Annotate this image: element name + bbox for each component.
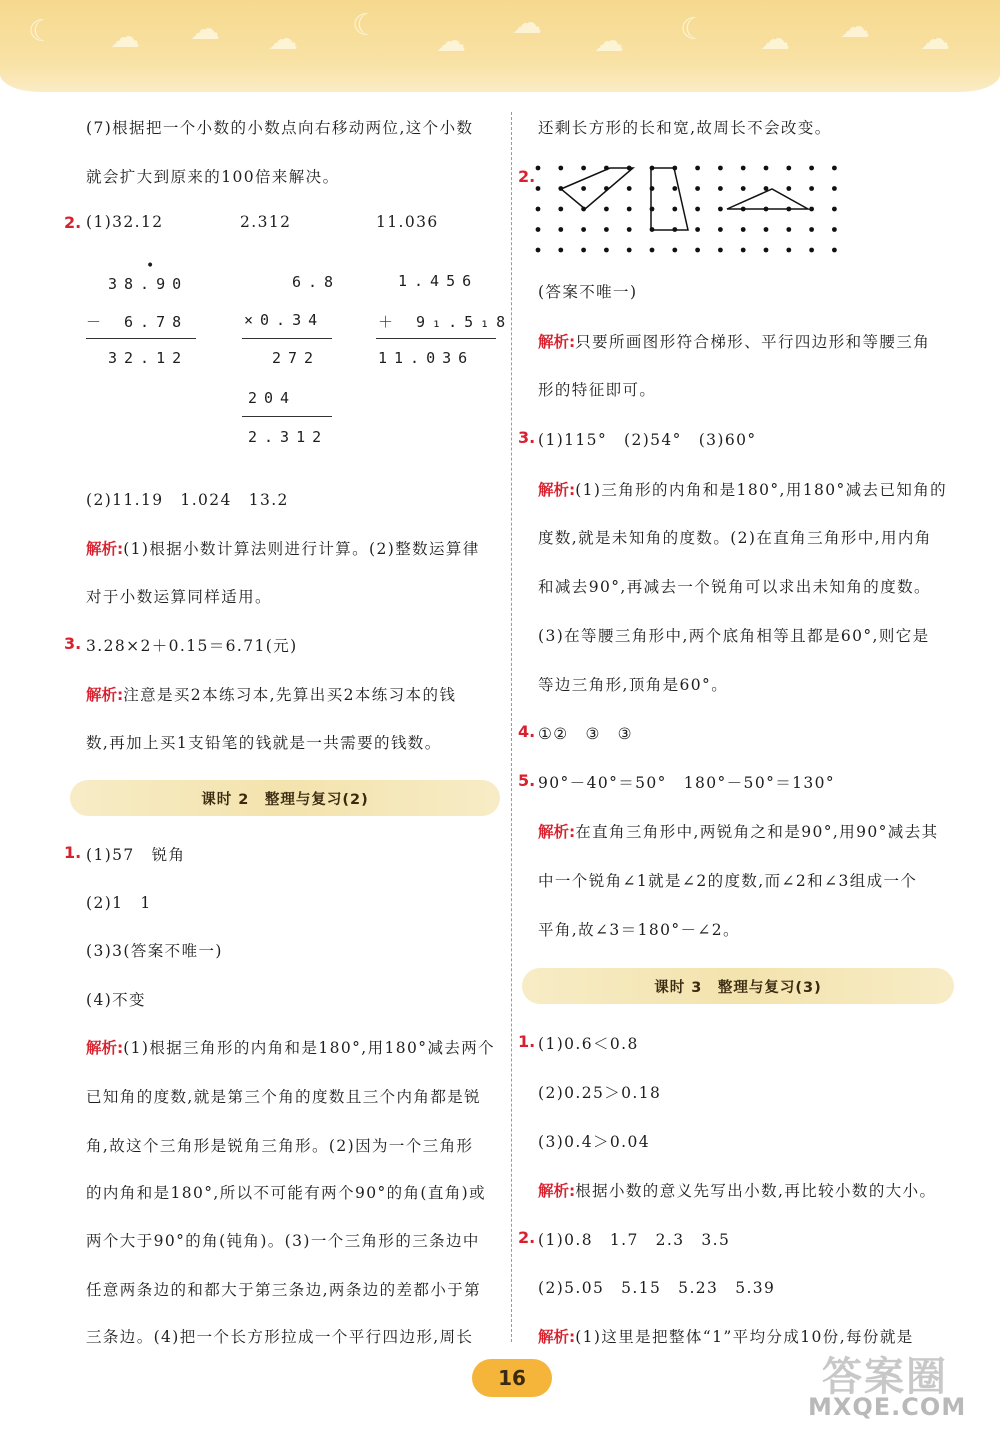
calc2-row4: 204 [248, 389, 297, 407]
grid-dot [809, 207, 814, 212]
q3-answer: 3.28×2＋0.15＝6.71(元) [86, 637, 298, 655]
analysis-line: 平角,故∠3＝180°－∠2。 [538, 921, 740, 939]
grid-dot [718, 166, 723, 171]
analysis-line: 对于小数运算同样适用。 [86, 588, 272, 606]
grid-dot [650, 248, 655, 253]
analysis-line: 两个大于90°的角(钝角)。(3)一个三角形的三条边中 [86, 1232, 480, 1250]
r-q4-answer: ①② ③ ③ [538, 725, 633, 743]
grid-dot [741, 166, 746, 171]
lesson-3-heading: 课时 3 整理与复习(3) [522, 968, 954, 1004]
analysis-line: 度数,就是未知角的度数。(2)在直角三角形中,用内角 [538, 529, 932, 547]
grid-dot [809, 166, 814, 171]
column-divider [511, 112, 512, 1342]
grid-dot [604, 227, 609, 232]
cloud-icon: ☁ [840, 10, 870, 45]
cloud-icon: ☁ [512, 6, 542, 41]
analysis-label: 解析: [538, 481, 576, 499]
dot-grid-figure [528, 158, 848, 254]
grid-dot [741, 227, 746, 232]
question-number: 3. [518, 428, 536, 447]
grid-dot [672, 207, 677, 212]
calc2-rule-2 [242, 416, 332, 417]
analysis-label: 解析: [86, 1039, 124, 1057]
grid-dot [604, 248, 609, 253]
calc1-row2: － 6.78 [86, 313, 189, 331]
moon-icon: ☾ [28, 14, 55, 49]
cloud-icon: ☁ [594, 24, 624, 59]
isosceles-triangle-shape [727, 189, 808, 209]
calc2-result: 2.312 [248, 428, 329, 446]
grid-dot [695, 207, 700, 212]
analysis-line: 等边三角形,顶角是60°。 [538, 676, 729, 694]
grid-dot [695, 227, 700, 232]
analysis-line: 解析:(1)根据三角形的内角和是180°,用180°减去两个 [86, 1039, 496, 1057]
grid-dot [718, 227, 723, 232]
grid-dot [809, 186, 814, 191]
grid-dot [536, 166, 541, 171]
q7-line-1: (7)根据把一个小数的小数点向右移动两位,这个小数 [86, 119, 474, 137]
calc2-row1: 6.8 [292, 273, 341, 291]
cloud-icon: ☁ [190, 12, 220, 47]
analysis-line: 解析:注意是买2本练习本,先算出买2本练习本的钱 [86, 686, 457, 704]
grid-dot [741, 186, 746, 191]
l3-q2-a: (1)0.8 1.7 2.3 3.5 [538, 1231, 731, 1249]
calc1-rule [86, 338, 196, 339]
calc3-result: 11.036 [378, 349, 475, 367]
grid-dot [764, 248, 769, 253]
grid-dot [786, 186, 791, 191]
grid-dot [718, 186, 723, 191]
grid-dot [786, 166, 791, 171]
question-number: 5. [518, 771, 536, 790]
q2-answer-2: 2.312 [240, 213, 292, 231]
grid-dot [786, 248, 791, 253]
l2-q1-a: (1)57 锐角 [86, 846, 186, 864]
watermark-text: MXQE.COM [808, 1393, 967, 1421]
calc2-row2: ×0.34 [244, 311, 325, 329]
grid-dot [581, 248, 586, 253]
grid-dot [558, 227, 563, 232]
cloud-icon: ☁ [760, 22, 790, 57]
analysis-label: 解析: [538, 1328, 576, 1346]
l3-q1-c: (3)0.4＞0.04 [538, 1133, 651, 1151]
watermark-logo: 答案圈 [822, 1354, 948, 1400]
question-number: 1. [518, 1032, 536, 1051]
question-number: 3. [64, 634, 82, 653]
l3-q1-a: (1)0.6＜0.8 [538, 1035, 639, 1053]
analysis-line: 已知角的度数,就是第三个角的度数且三个内角都是锐 [86, 1088, 482, 1106]
grid-dot [558, 166, 563, 171]
moon-icon: ☾ [680, 12, 707, 47]
trapezoid-shape [651, 168, 688, 230]
calc1-result: 32.12 [108, 349, 189, 367]
analysis-line: 解析:(1)三角形的内角和是180°,用180°减去已知角的 [538, 481, 948, 499]
cloud-icon: ☁ [920, 22, 950, 57]
l2-q1-b: (2)1 1 [86, 894, 152, 912]
analysis-line: 角,故这个三角形是锐角三角形。(2)因为一个三角形 [86, 1137, 474, 1155]
page-number: 16 [472, 1359, 552, 1397]
analysis-label: 解析: [538, 1182, 576, 1200]
grid-dot [536, 207, 541, 212]
grid-dot [581, 186, 586, 191]
grid-dot [832, 207, 837, 212]
question-number: 1. [64, 843, 82, 862]
l3-q1-b: (2)0.25＞0.18 [538, 1084, 662, 1102]
analysis-line: 的内角和是180°,所以不可能有两个90°的角(直角)或 [86, 1184, 487, 1202]
calc2-rule-1 [242, 338, 332, 339]
cloud-icon: ☁ [110, 20, 140, 55]
analysis-line: 形的特征即可。 [538, 381, 657, 399]
r-q3-answer: (1)115° (2)54° (3)60° [538, 431, 757, 449]
analysis-line: 三条边。(4)把一个长方形拉成一个平行四边形,周长 [86, 1328, 474, 1346]
grid-dot [695, 166, 700, 171]
grid-dot [832, 227, 837, 232]
grid-dot [672, 248, 677, 253]
calc3-row2: ＋ 9₁.5₁8 [378, 313, 513, 331]
q2-part2: (2)11.19 1.024 13.2 [86, 491, 289, 509]
analysis-line: 解析:(1)根据小数计算法则进行计算。(2)整数运算律 [86, 540, 480, 558]
r-q5-answer: 90°－40°＝50° 180°－50°＝130° [538, 774, 836, 792]
q2-answer-3: 11.036 [376, 213, 439, 231]
grid-dot [764, 227, 769, 232]
l3-q2-b: (2)5.05 5.15 5.23 5.39 [538, 1279, 776, 1297]
grid-dot [718, 248, 723, 253]
cloud-icon: ☁ [436, 24, 466, 59]
l2-q1-d: (4)不变 [86, 991, 146, 1009]
cloud-icon: ☁ [268, 22, 298, 57]
grid-dot [627, 186, 632, 191]
analysis-line: 和减去90°,再减去一个锐角可以求出未知角的度数。 [538, 578, 931, 596]
calc3-rule [376, 338, 496, 339]
grid-dot [627, 227, 632, 232]
grid-dot [695, 248, 700, 253]
grid-dot [809, 227, 814, 232]
analysis-line: 解析:在直角三角形中,两锐角之和是90°,用90°减去其 [538, 823, 939, 841]
analysis-label: 解析: [86, 686, 124, 704]
question-number: 2. [518, 1228, 536, 1247]
answer-note: (答案不唯一) [538, 283, 638, 301]
analysis-line: 解析:根据小数的意义先写出小数,再比较小数的大小。 [538, 1182, 937, 1200]
calc2-row3: 272 [272, 349, 321, 367]
grid-dot [672, 186, 677, 191]
grid-dot [604, 207, 609, 212]
moon-icon: ☾ [352, 8, 379, 43]
analysis-line: 中一个锐角∠1就是∠2的度数,而∠2和∠3组成一个 [538, 872, 918, 890]
lesson-2-heading: 课时 2 整理与复习(2) [70, 780, 500, 816]
analysis-line: 任意两条边的和都大于第三条边,两条边的差都小于第 [86, 1281, 482, 1299]
grid-dot [809, 248, 814, 253]
calc1-row1: 38.90 [108, 275, 189, 293]
analysis-label: 解析: [538, 823, 576, 841]
grid-dot [558, 248, 563, 253]
grid-dot [741, 248, 746, 253]
analysis-line: 数,再加上买1支铅笔的钱就是一共需要的钱数。 [86, 734, 442, 752]
grid-dot [627, 207, 632, 212]
analysis-label: 解析: [86, 540, 124, 558]
q7-line-2: 就会扩大到原来的100倍来解决。 [86, 168, 340, 186]
analysis-line: (3)在等腰三角形中,两个底角相等且都是60°,则它是 [538, 627, 930, 645]
parallelogram-shape [561, 168, 633, 209]
analysis-line: 解析:只要所画图形符合梯形、平行四边形和等腰三角 [538, 333, 931, 351]
grid-dot [581, 227, 586, 232]
grid-dot [832, 248, 837, 253]
grid-dot [627, 248, 632, 253]
grid-dot [695, 186, 700, 191]
grid-dot [832, 186, 837, 191]
dot-marker: • [146, 258, 156, 274]
analysis-label: 解析: [538, 333, 576, 351]
grid-dot [536, 248, 541, 253]
question-number: 4. [518, 722, 536, 741]
continued-line: 还剩长方形的长和宽,故周长不会改变。 [538, 119, 832, 137]
question-number: 2. [64, 213, 82, 232]
analysis-line: 解析:(1)这里是把整体“1”平均分成10份,每份就是 [538, 1328, 914, 1346]
grid-dot [764, 166, 769, 171]
grid-dot [558, 207, 563, 212]
question-number: 2. [518, 167, 536, 186]
grid-dot [536, 186, 541, 191]
grid-dot [581, 166, 586, 171]
calc3-row1: 1.456 [398, 272, 479, 290]
grid-dot [786, 227, 791, 232]
grid-dot [718, 207, 723, 212]
grid-dot [536, 227, 541, 232]
grid-dot [832, 166, 837, 171]
q2-answer-1: (1)32.12 [86, 213, 164, 231]
header-banner [0, 0, 1000, 92]
l2-q1-c: (3)3(答案不唯一) [86, 942, 223, 960]
